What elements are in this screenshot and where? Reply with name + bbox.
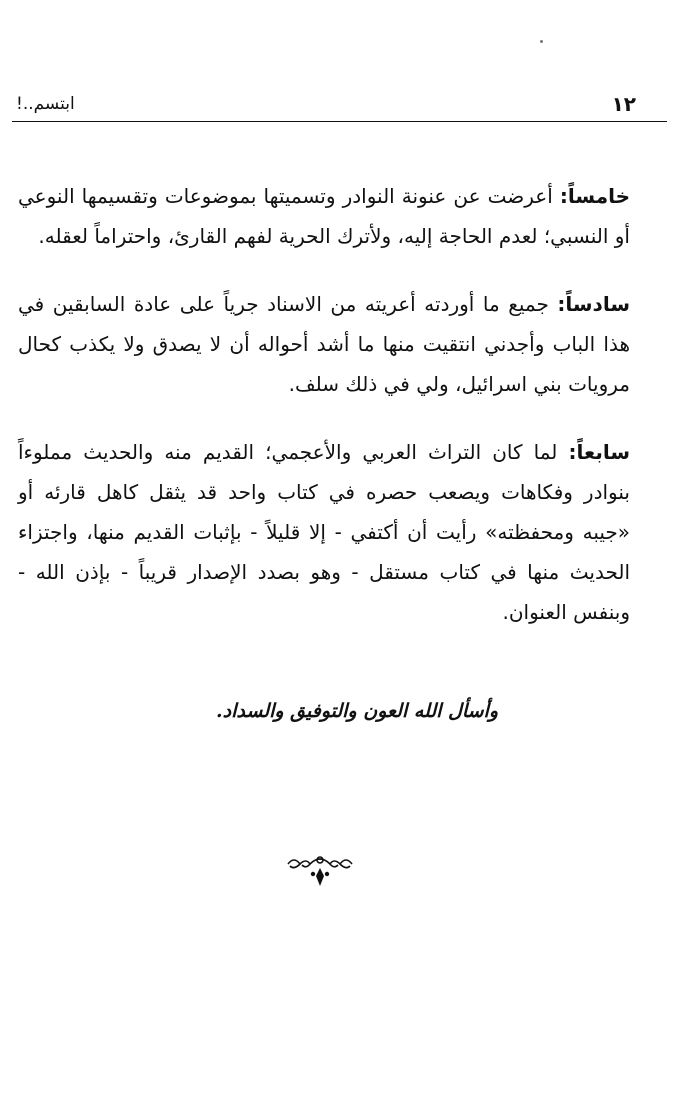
paragraph-sixth (18, 284, 630, 404)
page-number: ١٢ (611, 92, 636, 116)
paragraph-seventh (18, 432, 630, 632)
paragraph-text: لما كان التراث العربي والأعجمي؛ القديم منه والحديث مملوءاً بنوادر وفكاهات ويصعب حصره في كتاب واحد قد يثقل كاهل قارئه أو «جيبه ومحفظته» رأيت أن أكتفي - إلا قليلاً - بإثبات القديم منها، واجتزاء الحديث منها في كتاب مستقل - وهو بصدد الإصدار قريباً - بإذن الله - وبنفس العنوان. (18, 440, 630, 624)
running-title: ابتسم..! (16, 94, 75, 114)
paragraph-lead: سادساً: (557, 292, 630, 316)
paragraph-lead: سابعاً: (568, 440, 630, 464)
page-header (0, 92, 680, 122)
paragraph-text: جميع ما أوردته أعريته من الاسناد جرياً على عادة السابقين في هذا الباب وأجدني انتقيت منها ما أشد أحواله أن لا يصدق ولا يكذب كحال مرويات بني اسرائيل، ولي في ذلك سلف. (18, 292, 630, 396)
paragraph-lead: خامساً: (559, 184, 630, 208)
paragraph-fifth (18, 176, 630, 256)
ornament-icon (280, 850, 360, 890)
body-text (18, 176, 630, 660)
closing-prayer: وأسأل الله العون والتوفيق والسداد. (216, 700, 498, 722)
header-rule (12, 121, 667, 122)
paragraph-text: أعرضت عن عنونة النوادر وتسميتها بموضوعات وتقسيمها النوعي أو النسبي؛ لعدم الحاجة إليه، ولأترك الحرية لفهم القارئ، واحتراماً لعقله. (18, 184, 630, 248)
scan-dot (540, 40, 543, 43)
